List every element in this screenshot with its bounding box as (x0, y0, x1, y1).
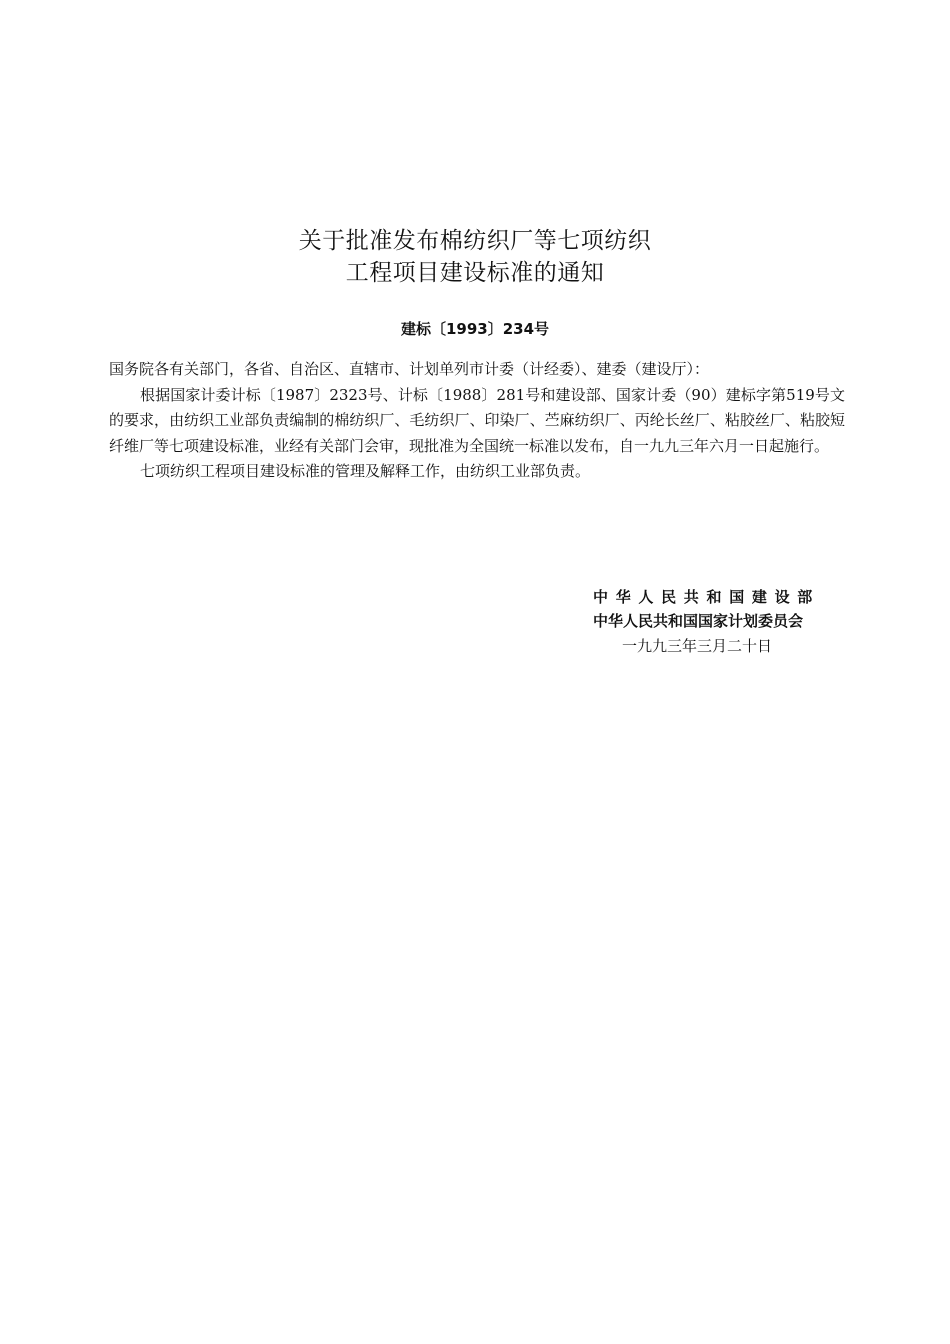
notice-title-line-2: 工程项目建设标准的通知 (345, 260, 605, 286)
body-paragraph-1: 根据国家计委计标〔1987〕2323号、计标〔1988〕281号和建设部、国家计委（90）建标字第519号文的要求，由纺织工业部负责编制的棉纺织厂、毛纺织厂、印染厂、苎麻纺织厂、丙纶长丝厂、粘胶丝厂、粘胶短纤维厂等七项建设标准，业经有关部门会审，现批准为全国统一标准以发布，自一九九三年六月一日起施行。 (109, 385, 845, 455)
issue-date: 一九九三年三月二十日 (622, 637, 773, 655)
addressee-line: 国务院各有关部门，各省、自治区、直辖市、计划单列市计委（计经委）、建委（建设厅）： (109, 360, 710, 378)
notice-title-line-1: 关于批准发布棉纺织厂等七项纺织 (298, 228, 652, 254)
notice-body (109, 357, 845, 485)
document-number: 建标〔1993〕234号 (400, 320, 550, 338)
body-paragraph-2: 七项纺织工程项目建设标准的管理及解释工作，由纺织工业部负责。 (140, 462, 591, 480)
signatory-ministry-of-construction: 中华人民共和国建设部 (593, 588, 821, 606)
signatory-state-planning-commission: 中华人民共和国国家计划委员会 (593, 612, 804, 630)
